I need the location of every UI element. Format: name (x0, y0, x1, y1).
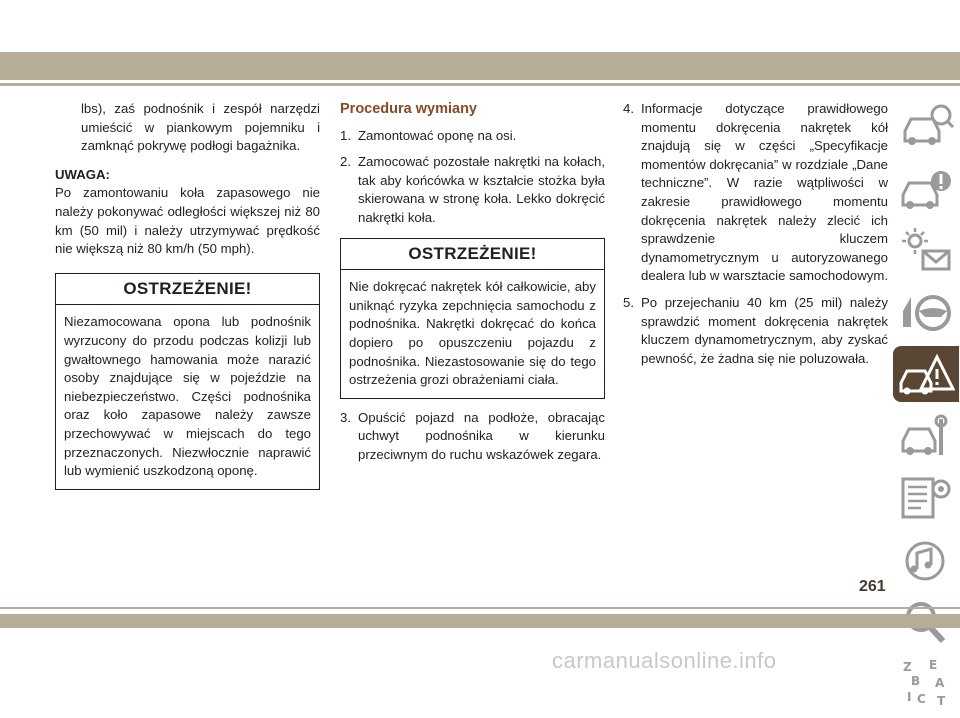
svg-text:A: A (935, 676, 945, 690)
svg-text:C: C (917, 692, 926, 706)
column-right (623, 100, 888, 376)
airbag-safety-icon (897, 225, 955, 275)
car-info-icon (897, 101, 955, 151)
tab-car-service[interactable] (893, 408, 959, 464)
list-item (340, 127, 605, 146)
step-number: 2. (340, 154, 351, 170)
specifications-icon (897, 473, 955, 523)
tab-warning-lights[interactable] (893, 160, 959, 216)
tab-steering-controls[interactable] (893, 284, 959, 340)
step-text: Zamocować pozostałe nakrętki na kołach, tak aby końcówka w kształcie stożka była skierowana w stronę koła. Lekko dokręcić nakrętki koła. (358, 154, 605, 225)
list-item (340, 153, 605, 227)
svg-text:B: B (911, 674, 921, 688)
step-text: Po przejechaniu 40 km (25 mil) należy sprawdzić moment dokręcenia nakrętek kluczem dynamometrycznym, aby zyskać pewność, że żadna się nie poluzowała. (641, 294, 888, 366)
header-rule (0, 83, 960, 86)
tab-specifications[interactable] (893, 470, 959, 526)
warning-box (340, 238, 605, 399)
svg-text:Z: Z (903, 660, 912, 674)
page-number: 261 (859, 578, 886, 595)
section-title: Procedura wymiany (340, 101, 477, 117)
tab-airbag-safety[interactable] (893, 222, 959, 278)
warning-box (55, 273, 320, 490)
step-text: Opuścić pojazd na podłoże, obracając uchwyt podnośnika w kierunku przeciwnym do ruchu wskazówek zegara. (358, 409, 605, 462)
step-text: Zamontować oponę na osi. (358, 127, 517, 143)
car-service-icon (897, 411, 955, 461)
steering-controls-icon (897, 287, 955, 337)
list-item (623, 100, 888, 286)
svg-text:I: I (907, 690, 912, 704)
alphabet-index-icon (897, 659, 955, 709)
svg-text:T: T (937, 694, 946, 708)
tab-alphabet-index[interactable] (893, 656, 959, 712)
list-item (340, 409, 605, 465)
tab-car-info[interactable] (893, 98, 959, 154)
footer-band (0, 614, 960, 628)
warning-text: Niezamocowana opona lub podnośnik wyrzucony do przodu podczas kolizji lub gwałtownego hamowania może narazić osoby znajdujące się w pojeździe na niebezpieczeństwo. Części podnośnika oraz koło zapasowe należy zawsze przechowywać w miejscach do tego przeznaczonych. Niezwłocznie naprawić lub wymienić uszkodzoną oponę. (64, 314, 311, 479)
svg-text:E: E (929, 659, 938, 672)
footer-rule (0, 607, 960, 609)
steps-list-continued (340, 409, 605, 465)
step-number: 1. (340, 127, 351, 143)
warning-text: Nie dokręcać nakrętek kół całkowicie, aby uniknąć ryzyka zepchnięcia samochodu z podnośnika. Nakrętki dokręcać do końca dopiero po opuszczeniu pojazdu z podnośnika. Niezastosowanie się do tego ostrzeżenia grozi obrażeniami ciała. (349, 279, 596, 388)
step-text: Informacje dotyczące prawidłowego momentu dokręcenia nakrętek kół znajdują się w części „Specyfikacje momentów dokręcania” w rozdziale „Dane techniczne”. W razie wątpliwości w zakresie prawidłowego momentu dokręcenia nakrętek należy zlecić ich sprawdzenie kluczem dynamometrycznym u autoryzowanego dealera lub w warsztacie samochodowym. (641, 101, 889, 284)
warning-title: OSTRZEŻENIE! (56, 274, 319, 306)
column-left (55, 100, 320, 490)
list-item (623, 294, 888, 368)
step-number: 4. (623, 101, 634, 116)
header-band (0, 52, 960, 80)
multimedia-icon (897, 535, 955, 585)
emergency-hazard-icon (897, 349, 955, 399)
warning-title: OSTRZEŻENIE! (341, 239, 604, 271)
steps-list (623, 100, 888, 368)
watermark: carmanualsonline.info (552, 648, 777, 673)
continued-paragraph: lbs), zaś podnośnik i zespół narzędzi umieścić w piankowym pojemniku i zamknąć pokrywę podłogi bagażnika. (81, 101, 320, 154)
step-number: 5. (623, 294, 634, 310)
note-label: UWAGA: (55, 166, 110, 182)
tab-emergency-hazard[interactable] (893, 346, 959, 402)
warning-lights-icon (897, 163, 955, 213)
step-number: 3. (340, 409, 351, 425)
tab-multimedia[interactable] (893, 532, 959, 588)
column-middle (340, 100, 605, 473)
steps-list (340, 127, 605, 228)
note-text: Po zamontowaniu koła zapasowego nie należy pokonywać odległości większej niż 80 km (50 mil) i należy utrzymywać prędkość nie większą niż 80 km/h (50 mph). (55, 185, 320, 257)
